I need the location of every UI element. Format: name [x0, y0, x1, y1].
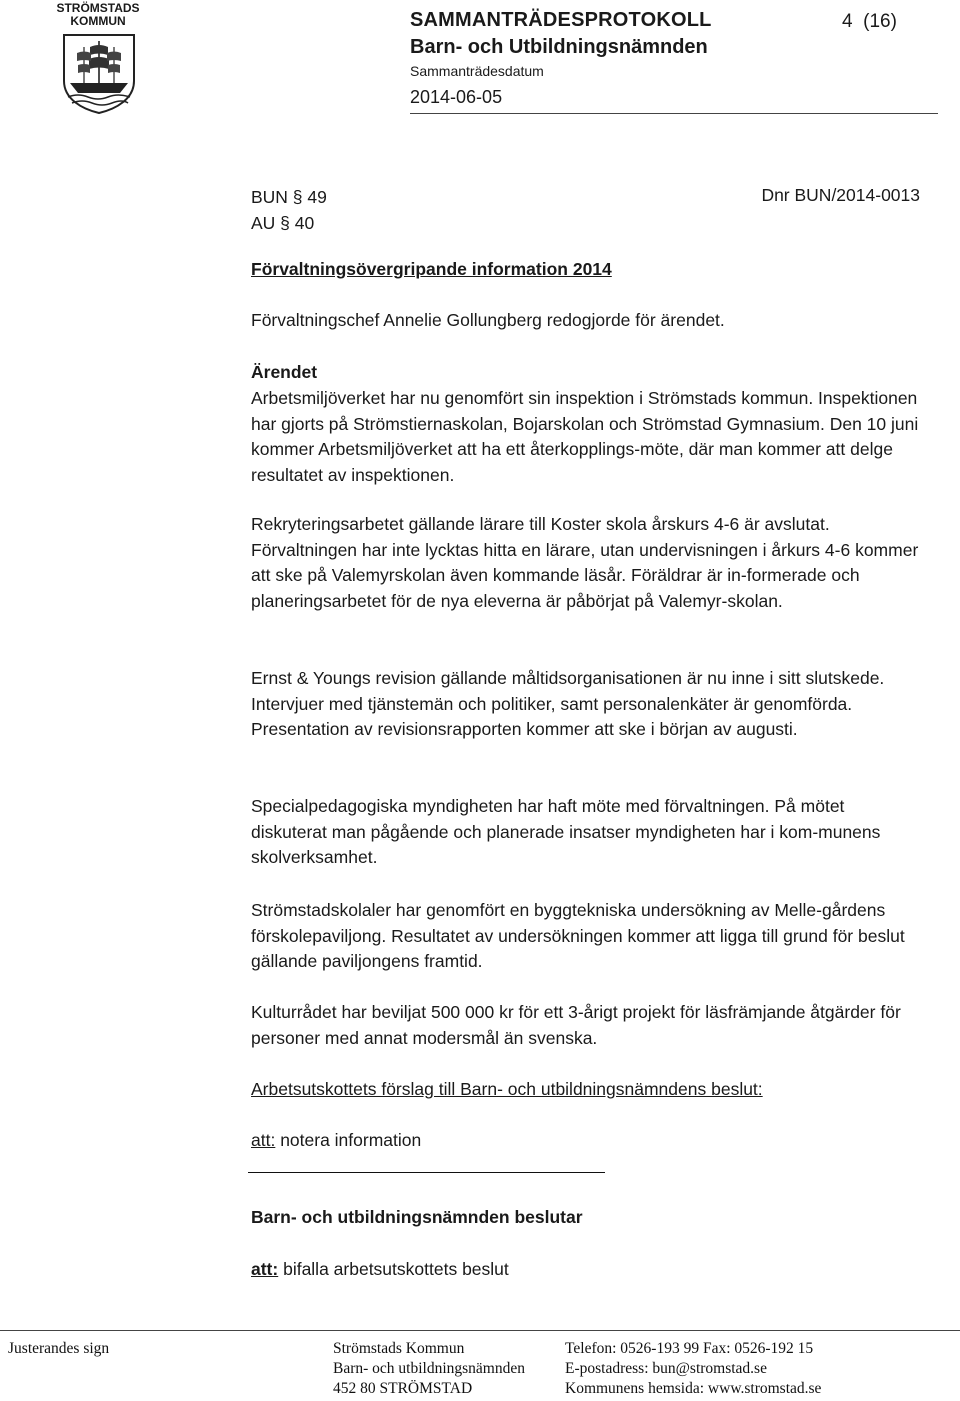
- separator-line: [248, 1172, 605, 1173]
- decision-att: [251, 1257, 509, 1283]
- page-current: 4: [842, 11, 853, 32]
- paragraph-culture-grant: Kulturrådet har beviljat 500 000 kr för ett 3-årigt projekt för läsfrämjande åtgärder för personer med annat modersmål än svenska.: [251, 1002, 901, 1048]
- proposal-att: [251, 1128, 421, 1154]
- justerandes-sign-label: Justerandes sign: [8, 1340, 110, 1357]
- intro-text: Förvaltningschef Annelie Gollungberg redogjorde för ärendet.: [251, 310, 725, 330]
- arendet-heading: Ärendet: [251, 362, 318, 382]
- document-heading: Förvaltningsövergripande information 2014: [251, 259, 612, 279]
- au-paragraph-ref: AU § 40: [251, 213, 315, 233]
- decision-att-text: bifalla arbetsutskottets beslut: [278, 1259, 509, 1279]
- footer-address: [333, 1339, 525, 1399]
- footer-phone-fax: Telefon: 0526-193 99 Fax: 0526-192 15: [565, 1340, 814, 1357]
- decision-att-label: att:: [251, 1259, 279, 1279]
- proposal-heading: Arbetsutskottets förslag till Barn- och utbildningsnämndens beslut:: [251, 1079, 763, 1099]
- paragraph-recruitment: Rekryteringsarbetet gällande lärare till Koster skola årskurs 4-6 är avslutat. Förvaltningen har inte lycktas hitta en lärare, utan undervisningen i årkurs 4-6 kommer att ske på Valemyrskolan även kommande läsår. Föräldrar är in-formerade och planeringsarbetet för de nya eleverna är påbörjat på Valemyr-skolan.: [251, 514, 919, 611]
- footer-contact: [565, 1339, 821, 1399]
- org-name-line2: KOMMUN: [70, 14, 126, 28]
- footer-address-line2: Barn- och utbildningsnämnden: [333, 1360, 525, 1377]
- paragraph-building-survey: Strömstadskolaler har genomfört en byggtekniska undersökning av Melle-gårdens förskolepaviljong. Resultatet av undersökningen kommer att ligga till grund för beslut gällande paviljongens framtid.: [251, 900, 905, 972]
- page-total: (16): [863, 11, 897, 32]
- proposal-att-label: att:: [251, 1130, 276, 1150]
- footer-divider: [0, 1330, 960, 1331]
- paragraph-revision: Ernst & Youngs revision gällande måltidsorganisationen är nu inne i sitt slutskede. Intervjuer med tjänstemän och politiker, samt personalenkäter är genomförda. Presentation av revisionsrapporten kommer att ske i början av augusti.: [251, 668, 885, 740]
- paragraph-inspection: Arbetsmiljöverket har nu genomfört sin inspektion i Strömstads kommun. Inspektionen har gjorts på Strömstiernaskolan, Bojarskolan och Strömstad Gymnasium. Den 10 juni kommer Arbetsmiljöverket att ha ett återkopplings-möte, där man kommer att delge resultatet av inspektionen.: [251, 388, 919, 485]
- meeting-date-label: Sammanträdesdatum: [410, 63, 544, 79]
- page-number: [842, 11, 897, 33]
- protocol-title: SAMMANTRÄDESPROTOKOLL: [410, 9, 712, 31]
- decision-heading: Barn- och utbildningsnämnden beslutar: [251, 1207, 583, 1227]
- footer-address-line3: 452 80 STRÖMSTAD: [333, 1380, 473, 1397]
- dnr-reference: Dnr BUN/2014-0013: [761, 185, 920, 205]
- footer-website: Kommunens hemsida: www.stromstad.se: [565, 1380, 822, 1397]
- bun-paragraph-ref: BUN § 49: [251, 187, 327, 207]
- paragraph-special-education: Specialpedagogiska myndigheten har haft möte med förvaltningen. På mötet diskuterat man pågående och planerade insatser myndigheten har i kom-munens skolverksamhet.: [251, 796, 881, 868]
- municipal-crest-logo: [60, 33, 138, 120]
- org-name-line1: STRÖMSTADS: [56, 1, 140, 15]
- footer-email: E-postadress: bun@stromstad.se: [565, 1360, 767, 1377]
- org-name: [52, 2, 144, 28]
- meeting-date: 2014-06-05: [410, 87, 503, 107]
- proposal-att-text: notera information: [275, 1130, 422, 1150]
- footer-address-line1: Strömstads Kommun: [333, 1340, 465, 1357]
- header-divider: [410, 113, 938, 114]
- committee-name: Barn- och Utbildningsnämnden: [410, 36, 708, 58]
